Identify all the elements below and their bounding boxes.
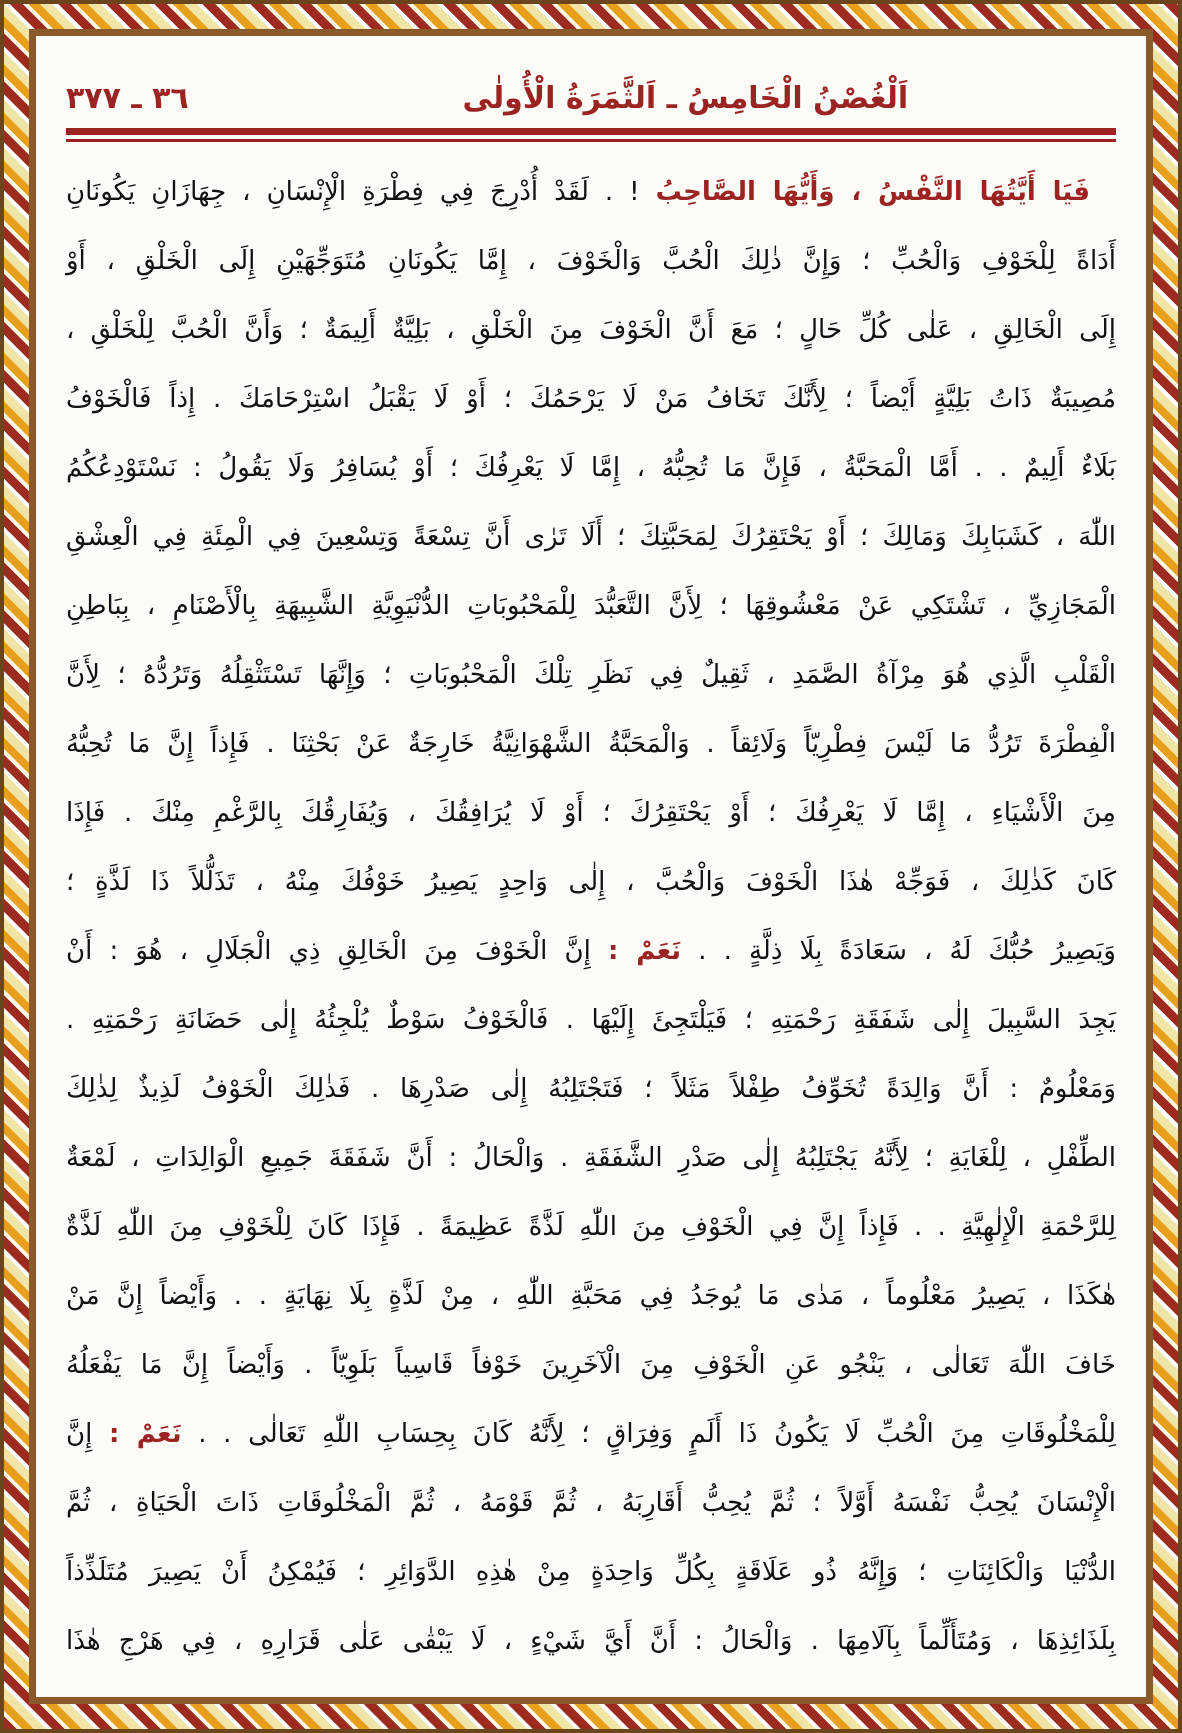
text-segment: خَافَ اللّٰهَ تَعَالٰى ، يَنْجُو عَنِ الْخَوْفِ مِنَ الْآخَرِينَ خَوْفاً قَاسِياً بَلَوِيّاً . وَأَيْضاً إِنَّ مَا يَفْعَلُهُ (66, 1350, 1116, 1380)
highlighted-phrase: فَيَا أَيَّتُهَا النَّفْسُ ، وَأَيُّهَا الصَّاحِبُ (655, 177, 1090, 207)
book-page (29, 29, 1153, 1704)
text-line (66, 986, 1116, 1055)
text-line (66, 1331, 1116, 1400)
highlighted-phrase: نَعَمْ : (607, 936, 682, 966)
text-line (66, 779, 1116, 848)
text-segment: إِنَّ (66, 1419, 109, 1449)
text-line (66, 434, 1116, 503)
page-header (66, 60, 1116, 116)
text-segment: الْفِطْرَةَ تَرُدُّ مَا لَيْسَ فِطْرِيّاً وَلَائِقاً . وَالْمَحَبَّةُ الشَّهْوَانِيَّةُ خَارِجَةٌ عَنْ بَحْثِنَا . فَإِذاً إِنَّ مَا تُحِبُّهُ (66, 729, 1116, 759)
highlighted-phrase: نَعَمْ : (108, 1419, 182, 1449)
text-line (66, 227, 1116, 296)
text-segment: الْمَجَازِيِّ ، تَشْتَكِي عَنْ مَعْشُوقِهَا ؛ لِأَنَّ التَّعَبُّدَ لِلْمَحْبُوبَاتِ الدُّنْيَوِيَّةِ الشَّبِيهَةِ بِالْأَصْنَامِ ، بِبَاطِنِ (66, 591, 1116, 621)
text-segment: الدُّنْيَا وَالْكَائِنَاتِ ؛ وَإِنَّهُ ذُو عَلَاقَةٍ بِكُلِّ وَاحِدَةٍ مِنْ هٰذِهِ الدَّوَائِرِ ؛ فَيُمْكِنُ أَنْ يَصِيرَ مُتَلَذِّذاً (66, 1557, 1116, 1587)
text-line (66, 1193, 1116, 1262)
divider-thick-line (66, 128, 1116, 135)
text-segment: الطِّفْلِ ، لِلْغَايَةِ ؛ لِأَنَّهُ يَجْتَلِبُهُ إِلٰى صَدْرِ الشَّفَقَةِ . وَالْحَالُ : أَنَّ شَفَقَةَ جَمِيعِ الْوَالِدَاتِ ، لَمْعَةٌ (66, 1143, 1116, 1173)
text-line (66, 917, 1116, 986)
text-line (66, 641, 1116, 710)
body-text (66, 158, 1116, 1676)
text-line (66, 572, 1116, 641)
text-segment: ! . لَقَدْ أُدْرِجَ فِي فِطْرَةِ الْإِنْسَانِ ، جِهَازَانِ يَكُونَانِ (66, 177, 656, 207)
divider-thin-line (66, 139, 1116, 142)
text-line (66, 1469, 1116, 1538)
text-segment: هٰكَذَا ، يَصِيرُ مَعْلُوماً ، مَدٰى مَا يُوجَدُ فِي مَحَبَّةِ اللّٰهِ ، مِنْ لَذَّةٍ بِلَا نِهَايَةٍ . . وَأَيْضاً إِنَّ مَنْ (66, 1281, 1116, 1311)
text-segment: مِنَ الْأَشْيَاءِ ، إِمَّا لَا يَعْرِفُكَ ؛ أَوْ يَحْتَقِرُكَ ؛ أَوْ لَا يُرَافِقُكَ ، وَيُفَارِقُكَ بِالرَّغْمِ مِنْكَ . فَإِذَا (66, 798, 1116, 828)
text-line (66, 503, 1116, 572)
text-segment: إِلَى الْخَالِقِ ، عَلٰى كُلِّ حَالٍ ؛ مَعَ أَنَّ الْخَوْفَ مِنَ الْخَلْقِ ، بَلِيَّةٌ أَلِيمَةٌ ؛ وَأَنَّ الْحُبَّ لِلْخَلْقِ ، (66, 315, 1116, 345)
text-line (66, 296, 1116, 365)
text-segment: اللّٰهَ ، كَشَبَابِكَ وَمَالِكَ ؛ أَوْ يَحْتَقِرُكَ لِمَحَبَّتِكَ ؛ أَلَا تَرٰى أَنَّ تِسْعَةً وَتِسْعِينَ فِي الْمِئَةِ فِي الْعِشْقِ (66, 522, 1116, 552)
text-segment: وَيَصِيرُ حُبُّكَ لَهُ ، سَعَادَةً بِلَا ذِلَّةٍ . . (681, 936, 1116, 966)
text-segment: يَجِدَ السَّبِيلَ إِلٰى شَفَقَةِ رَحْمَتِهِ ؛ فَيَلْتَجِئَ إِلَيْهَا . فَالْخَوْفُ سَوْطٌ يُلْجِئُهُ إِلٰى حَضَانَةِ رَحْمَتِهِ . (66, 1005, 1116, 1035)
text-segment: الْإِنْسَانَ يُحِبُّ نَفْسَهُ أَوَّلاً ؛ ثُمَّ يُحِبُّ أَقَارِبَهُ ، ثُمَّ قَوْمَهُ ، ثُمَّ الْمَخْلُوقَاتِ ذَاتَ الْحَيَاةِ ، ثُمَّ (66, 1488, 1116, 1518)
text-line (66, 1124, 1116, 1193)
text-segment: أَدَاةً لِلْخَوْفِ وَالْحُبِّ ؛ وَإِنَّ ذٰلِكَ الْحُبَّ وَالْخَوْفَ ، إِمَّا يَكُونَانِ مُتَوَجِّهَيْنِ إِلَى الْخَلْقِ ، أَوْ (66, 246, 1116, 276)
text-segment: لِلرَّحْمَةِ الْإِلٰهِيَّةِ . . فَإِذاً إِنَّ فِي الْخَوْفِ مِنَ اللّٰهِ لَذَّةً عَظِيمَةً . فَإِذَا كَانَ لِلْخَوْفِ مِنَ اللّٰهِ لَذَّةٌ (66, 1212, 1116, 1242)
text-line (66, 158, 1116, 227)
text-line (66, 848, 1116, 917)
header-divider (66, 128, 1116, 142)
text-segment: كَانَ كَذٰلِكَ ، فَوَجِّهْ هٰذَا الْخَوْفَ وَالْحُبَّ ، إِلٰى وَاحِدٍ يَصِيرُ خَوْفُكَ مِنْهُ ، تَذَلُّلاً ذَا لَذَّةٍ ؛ (66, 867, 1116, 897)
text-line (66, 1538, 1116, 1607)
text-line (66, 1607, 1116, 1676)
text-segment: الْقَلْبِ الَّذِي هُوَ مِرْآةُ الصَّمَدِ ، ثَقِيلٌ فِي نَظَرِ تِلْكَ الْمَحْبُوبَاتِ ؛ وَإِنَّهَا تَسْتَثْقِلُهُ وَتَرُدُّهُ ؛ لِأَنَّ (66, 660, 1116, 690)
text-segment: لِلْمَخْلُوقَاتِ مِنَ الْحُبِّ لَا يَكُونُ ذَا أَلَمٍ وَفِرَاقٍ ؛ لِأَنَّهُ كَانَ بِحِسَابِ اللّٰهِ تَعَالٰى . . (181, 1419, 1116, 1449)
text-segment: بِلَذَائِذِهَا ، وَمُتَأَلِّماً بِآلَامِهَا . وَالْحَالُ : أَنَّ أَيَّ شَيْءٍ ، لَا يَبْقٰى عَلٰى قَرَارِهِ ، فِي هَرْجِ هٰذَا (66, 1626, 1116, 1656)
text-line (66, 1262, 1116, 1331)
text-segment: إِنَّ الْخَوْفَ مِنَ الْخَالِقِ ذِي الْجَلَالِ ، هُوَ : أَنْ (66, 936, 608, 966)
text-segment: وَمَعْلُومٌ : أَنَّ وَالِدَةً تُخَوِّفُ طِفْلاً مَثَلاً ؛ فَتَجْتَلِبُهُ إِلٰى صَدْرِهَا . فَذٰلِكَ الْخَوْفُ لَذِيذٌ لِذٰلِكَ (66, 1074, 1116, 1104)
text-line (66, 1400, 1116, 1469)
text-line (66, 710, 1116, 779)
page-number: ٣٦ ـ ٣٧٧ (66, 81, 189, 116)
chapter-title: اَلْغُصْنُ الْخَامِسُ ـ اَلثَّمَرَةُ الْأُولٰى (462, 81, 909, 116)
text-line (66, 365, 1116, 434)
text-line (66, 1055, 1116, 1124)
text-segment: مُصِيبَةٌ ذَاتُ بَلِيَّةٍ أَيْضاً ؛ لِأَنَّكَ تَخَافُ مَنْ لَا يَرْحَمُكَ ؛ أَوْ لَا يَقْبَلُ اسْتِرْحَامَكَ . إِذاً فَالْخَوْفُ (66, 384, 1116, 414)
text-segment: بَلَاءٌ أَلِيمٌ . . أَمَّا الْمَحَبَّةُ ، فَإِنَّ مَا تُحِبُّهُ ، إِمَّا لَا يَعْرِفُكَ ؛ أَوْ يُسَافِرُ وَلَا يَقُولُ : نَسْتَوْدِعُكُمُ (66, 453, 1116, 483)
